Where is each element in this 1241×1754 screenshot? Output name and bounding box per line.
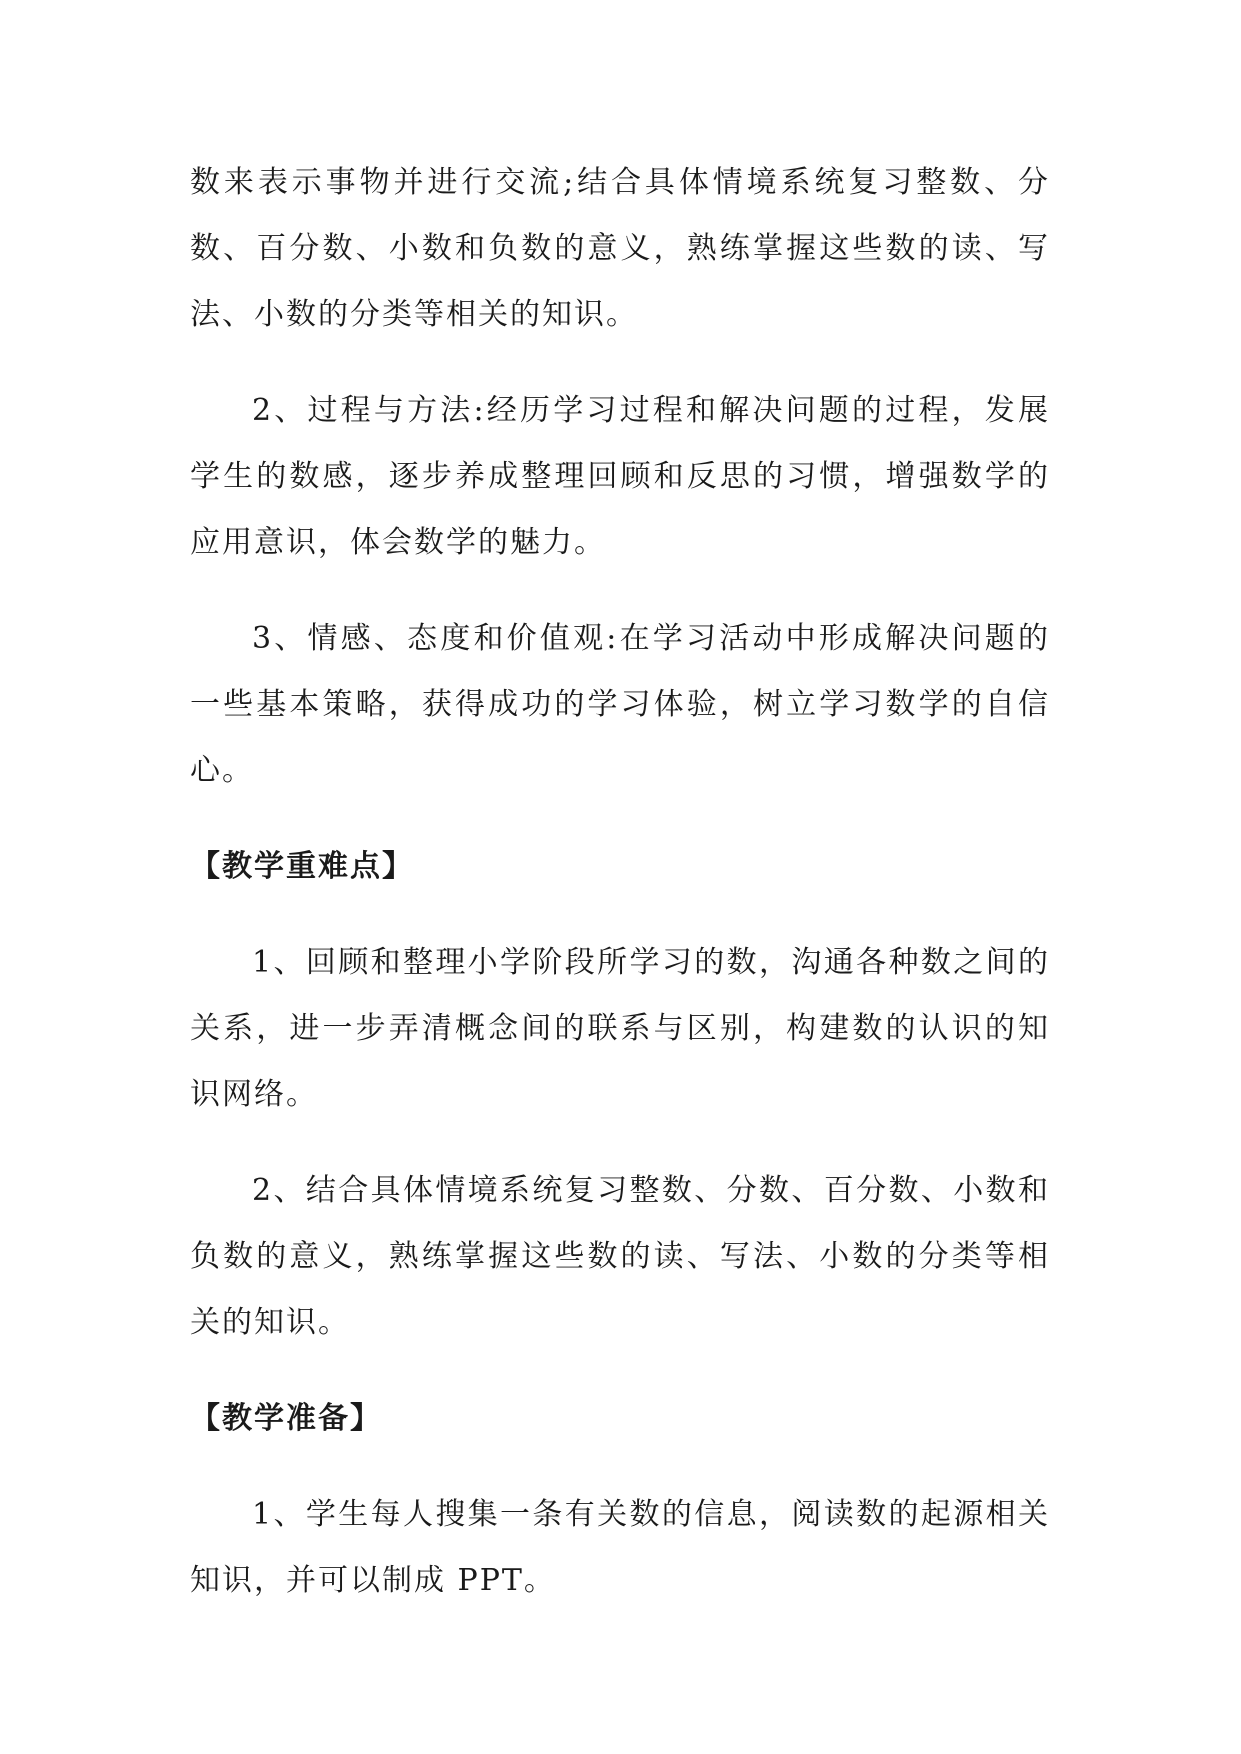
paragraph-objectives-emotion-attitude: 3、情感、态度和价值观:在学习活动中形成解决问题的一些基本策略，获得成功的学习体验，树立学习数学的自信心。 <box>190 621 1050 788</box>
section-heading-key-difficult-points: 【教学重难点】 <box>190 849 414 884</box>
paragraph-key-point-1: 1、回顾和整理小学阶段所学习的数，沟通各种数之间的关系，进一步弄清概念间的联系与区别，构建数的认识的知识网络。 <box>190 945 1050 1112</box>
section-heading-teaching-preparation: 【教学准备】 <box>190 1401 382 1436</box>
paragraph-key-point-2: 2、结合具体情境系统复习整数、分数、百分数、小数和负数的意义，熟练掌握这些数的读、写法、小数的分类等相关的知识。 <box>190 1173 1050 1340</box>
paragraph-preparation-1: 1、学生每人搜集一条有关数的信息，阅读数的起源相关知识，并可以制成 PPT。 <box>190 1497 1050 1598</box>
paragraph-objectives-knowledge-continued: 数来表示事物并进行交流;结合具体情境系统复习整数、分数、百分数、小数和负数的意义，熟练掌握这些数的读、写法、小数的分类等相关的知识。 <box>190 165 1050 332</box>
paragraph-objectives-process-method: 2、过程与方法:经历学习过程和解决问题的过程，发展学生的数感，逐步养成整理回顾和反思的习惯，增强数学的应用意识，体会数学的魅力。 <box>190 393 1050 560</box>
document-body <box>190 150 1050 1644</box>
